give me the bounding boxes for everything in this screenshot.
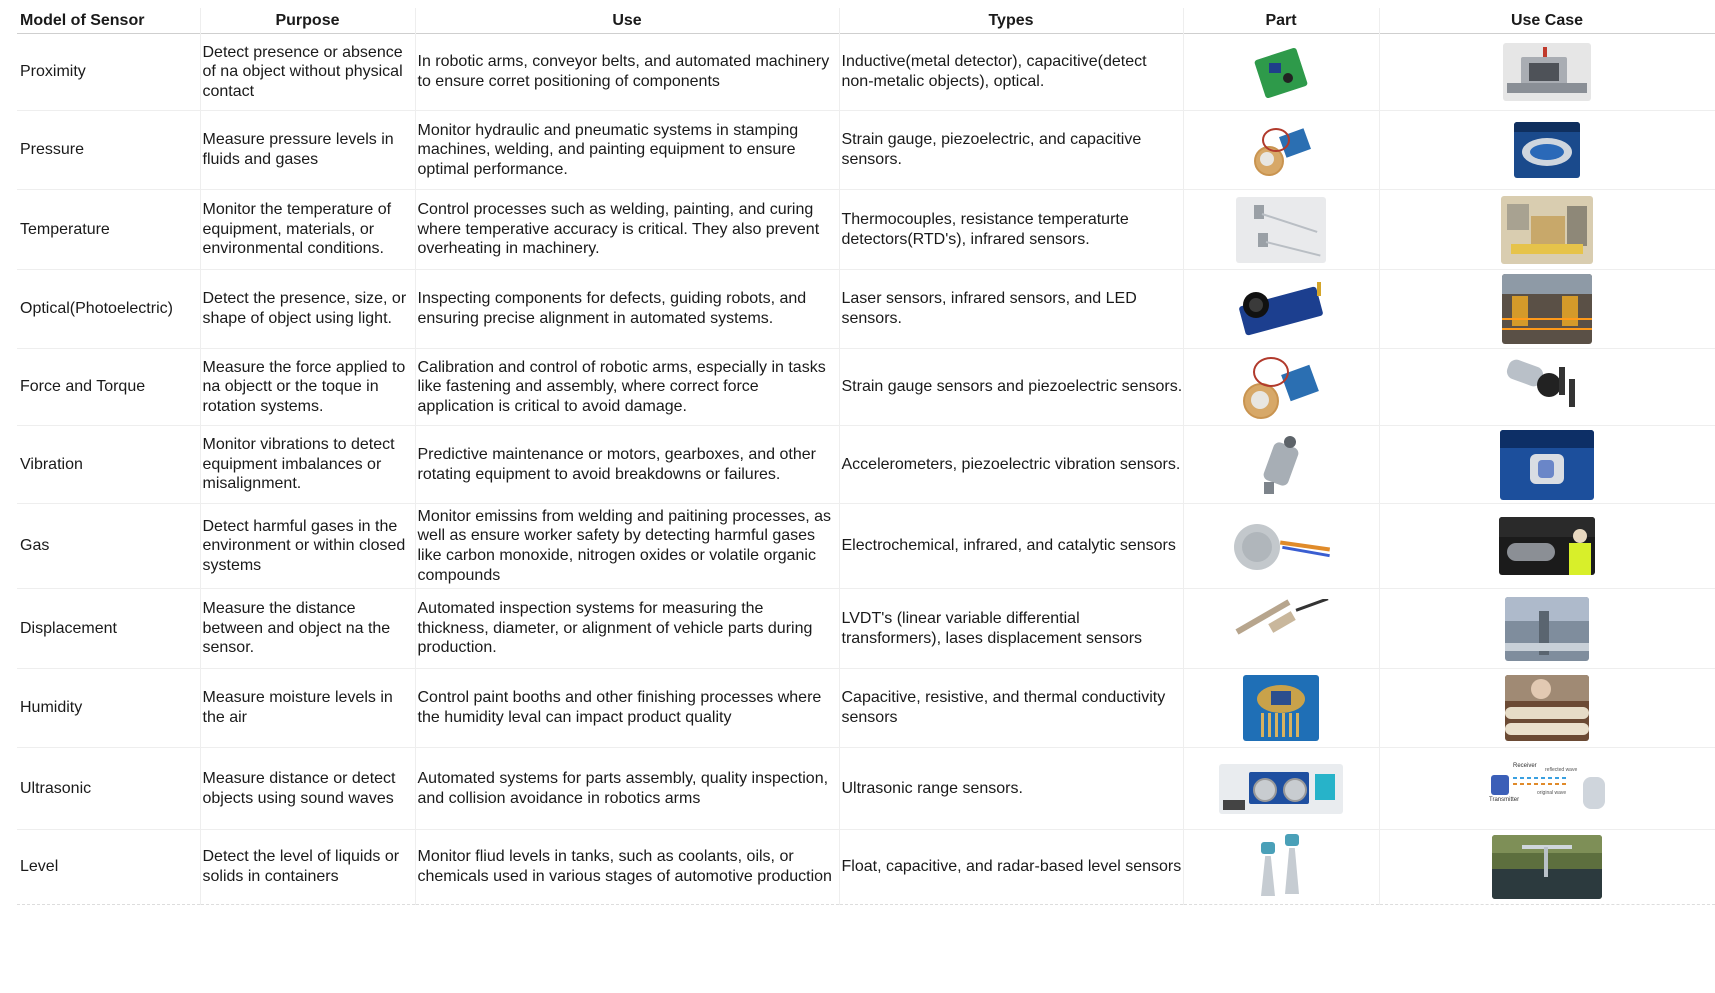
sensor-types: Accelerometers, piezoelectric vibration sensors. <box>839 426 1183 504</box>
sensor-name: Level <box>17 830 200 905</box>
sensor-use: Control paint booths and other finishing processes where the humidity leval can impact product quality <box>415 669 839 748</box>
sensor-types: Float, capacitive, and radar-based level sensors <box>839 830 1183 905</box>
sensor-use: Automated inspection systems for measuring the thickness, diameter, or alignment of vehicle parts during production. <box>415 589 839 669</box>
table-row <box>17 190 1715 270</box>
sensor-purpose: Measure the distance between and object na the sensor. <box>200 589 415 669</box>
table-row <box>17 748 1715 830</box>
sensor-purpose: Measure the force applied to na objectt or the toque in rotation systems. <box>200 349 415 426</box>
sensor-types: Strain gauge sensors and piezoelectric sensors. <box>839 349 1183 426</box>
diagram-receiver-label: Receiver <box>1513 762 1537 769</box>
sensor-use: Predictive maintenance or motors, gearboxes, and other rotating equipment to avoid breakdowns or failures. <box>415 426 839 504</box>
thermocouple-probes-icon <box>1236 197 1326 263</box>
sensor-name: Temperature <box>17 190 200 270</box>
ultrasonic-module-icon <box>1219 764 1343 814</box>
sensor-use: Monitor hydraulic and pneumatic systems in stamping machines, welding, and painting equipment to ensure optimal performance. <box>415 111 839 190</box>
header-model: Model of Sensor <box>17 8 200 34</box>
sensor-purpose: Detect harmful gases in the environment or within closed systems <box>200 504 415 589</box>
sensor-name: Displacement <box>17 589 200 669</box>
ultrasonic-diagram-icon <box>1487 761 1607 817</box>
diagram-reflected-label: reflected wave <box>1545 766 1578 773</box>
sensor-types: LVDT's (linear variable differential transformers), lases displacement sensors <box>839 589 1183 669</box>
sensor-purpose: Monitor vibrations to detect equipment imbalances or misalignment. <box>200 426 415 504</box>
sensor-purpose: Detect presence or absence of na object without physical contact <box>200 34 415 111</box>
header-use: Use <box>415 8 839 34</box>
sensor-name: Optical(Photoelectric) <box>17 270 200 349</box>
sensor-name: Humidity <box>17 669 200 748</box>
sensor-use: Inspecting components for defects, guiding robots, and ensuring precise alignment in automated systems. <box>415 270 839 349</box>
diagram-transmitter-label: Transmitter <box>1489 796 1520 803</box>
table-row <box>17 426 1715 504</box>
header-purpose: Purpose <box>200 8 415 34</box>
header-types: Types <box>839 8 1183 34</box>
header-use-case: Use Case <box>1379 8 1715 34</box>
robotic-gripper-icon <box>1503 355 1591 419</box>
paper-rolls-icon <box>1505 675 1589 741</box>
sensor-name: Pressure <box>17 111 200 190</box>
header-part: Part <box>1183 8 1379 34</box>
lvdt-probe-icon <box>1229 599 1333 659</box>
sensor-types: Ultrasonic range sensors. <box>839 748 1183 830</box>
sensor-types: Inductive(metal detector), capacitive(detect non-metalic objects), optical. <box>839 34 1183 111</box>
table-row <box>17 589 1715 669</box>
humidity-chip-icon <box>1243 675 1319 741</box>
sensor-purpose: Measure distance or detect objects using sound waves <box>200 748 415 830</box>
sensor-name: Ultrasonic <box>17 748 200 830</box>
sensor-use: In robotic arms, conveyor belts, and automated machinery to ensure corret positioning of components <box>415 34 839 111</box>
sensor-use: Automated systems for parts assembly, quality inspection, and collision avoidance in robotics arms <box>415 748 839 830</box>
gas-sensor-cylinder-icon <box>1224 516 1338 576</box>
diagram-original-label: original wave <box>1537 789 1567 796</box>
sensor-purpose: Detect the level of liquids or solids in containers <box>200 830 415 905</box>
green-circuit-board-icon <box>1253 43 1309 101</box>
sensor-use: Monitor emissins from welding and paitining processes, as well as ensure worker safety by detecting harmful gases like carbon monoxide, nitrogen oxides or volatile organic compounds <box>415 504 839 589</box>
sensor-purpose: Detect the presence, size, or shape of object using light. <box>200 270 415 349</box>
sensor-table <box>17 8 1715 905</box>
laser-conveyor-icon <box>1502 274 1592 344</box>
sensor-purpose: Monitor the temperature of equipment, materials, or environmental conditions. <box>200 190 415 270</box>
header-row <box>17 8 1715 34</box>
table-row <box>17 504 1715 589</box>
table-row <box>17 111 1715 190</box>
factory-illustration-icon <box>1501 196 1593 264</box>
metal-detector-machine-icon <box>1503 43 1591 101</box>
hydraulic-press-blue-icon <box>1514 122 1580 178</box>
motor-inspection-icon <box>1500 430 1594 500</box>
sensor-types: Electrochemical, infrared, and catalytic sensors <box>839 504 1183 589</box>
sensor-name: Force and Torque <box>17 349 200 426</box>
piezo-disc-module-icon <box>1239 353 1323 421</box>
table-row <box>17 349 1715 426</box>
sensor-use: Calibration and control of robotic arms, especially in tasks like fastening and assembly, where correct force application is critical to avoid damage. <box>415 349 839 426</box>
sensor-name: Proximity <box>17 34 200 111</box>
table-row <box>17 669 1715 748</box>
sensor-purpose: Measure pressure levels in fluids and gases <box>200 111 415 190</box>
sensor-name: Vibration <box>17 426 200 504</box>
sensor-types: Laser sensors, infrared sensors, and LED sensors. <box>839 270 1183 349</box>
table-row <box>17 34 1715 111</box>
sensor-use: Control processes such as welding, painting, and curing where temperative accuracy is critical. They also prevent overheating in machinery. <box>415 190 839 270</box>
water-canal-icon <box>1492 835 1602 899</box>
photoelectric-module-icon <box>1233 278 1329 340</box>
sensor-use: Monitor fliud levels in tanks, such as coolants, oils, or chemicals used in various stages of automotive production <box>415 830 839 905</box>
steel-accelerometer-icon <box>1250 432 1312 498</box>
table-row <box>17 830 1715 905</box>
sensor-types: Thermocouples, resistance temperaturte detectors(RTD's), infrared sensors. <box>839 190 1183 270</box>
table-row <box>17 270 1715 349</box>
sensor-purpose: Measure moisture levels in the air <box>200 669 415 748</box>
sensor-name: Gas <box>17 504 200 589</box>
sensor-types: Capacitive, resistive, and thermal conductivity sensors <box>839 669 1183 748</box>
worker-safety-vest-icon <box>1499 517 1595 575</box>
piezo-disc-module-icon <box>1248 122 1314 178</box>
sensor-types: Strain gauge, piezoelectric, and capacitive sensors. <box>839 111 1183 190</box>
inspection-rig-icon <box>1505 597 1589 661</box>
radar-level-sensors-icon <box>1253 832 1309 902</box>
